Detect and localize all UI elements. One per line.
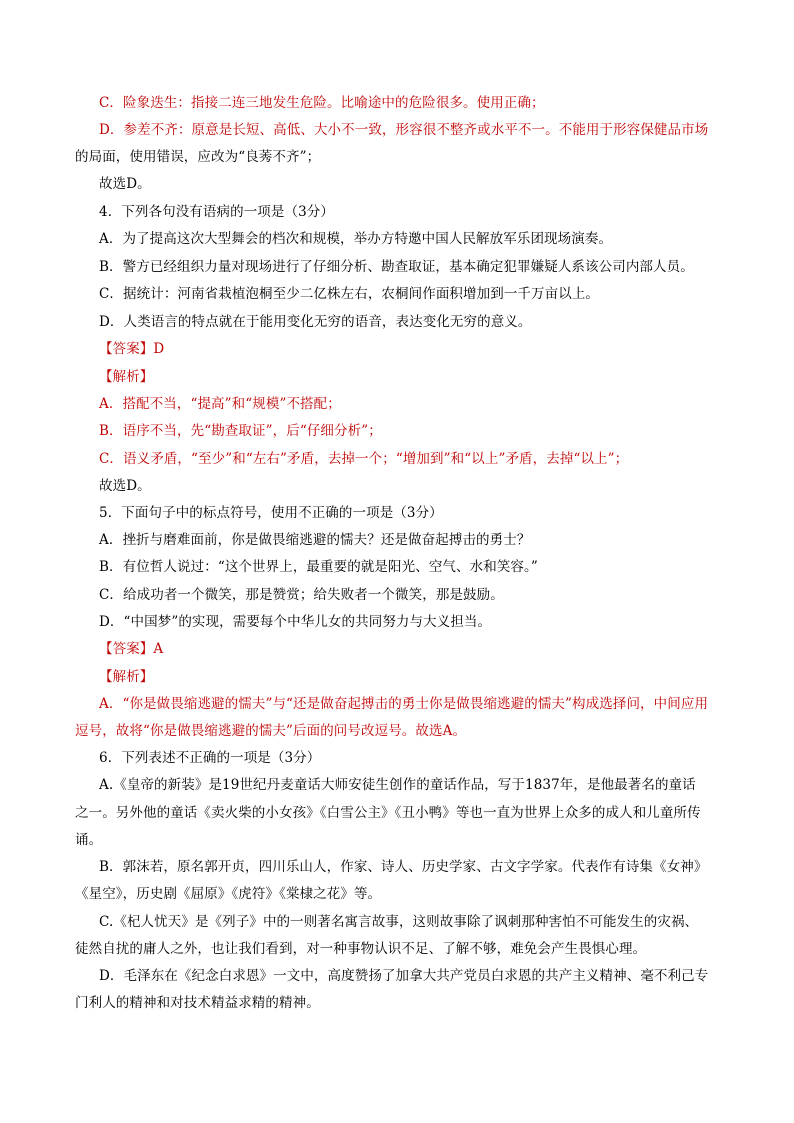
analysis-line: 逗号，故将“你是做畏缩逃避的懦夫”后面的问号改逗号。故选A。	[75, 723, 467, 739]
question-4: 4．下列各句没有语病的一项是（3分）	[99, 204, 334, 220]
answer-label: 【答案】A	[99, 641, 164, 657]
text-line: 徒然自扰的庸人之外，也让我们看到，对一种事物认识不足、了解不够，难免会产生畏惧心理。	[75, 941, 647, 957]
analysis-line: A．搭配不当，“提高”和“规模”不搭配；	[99, 396, 341, 412]
option-d: D．毛泽东在《纪念白求恩》一文中，高度赞扬了加拿大共产党员白求恩的共产主义精神、毫不利己专	[99, 968, 709, 984]
analysis-line: A．“你是做畏缩逃避的懦夫”与“还是做奋起搏击的勇士你是做畏缩逃避的懦夫”构成选择问，中间应用	[99, 696, 709, 712]
text-line: 诵。	[75, 832, 103, 848]
analysis-label: 【解析】	[99, 669, 154, 685]
analysis-line: B．语序不当，先“勘查取证”，后“仔细分析”；	[99, 423, 382, 439]
text-line: C．险象迭生：指接二连三地发生危险。比喻途中的危险很多。使用正确；	[99, 95, 545, 111]
text-line: 之一。另外他的童话《卖火柴的小女孩》《白雪公主》《丑小鸭》等也一直为世界上众多的成人和儿童所传	[75, 805, 701, 821]
text-line: 门利人的精神和对技术精益求精的精神。	[75, 995, 320, 1011]
option-d: D．人类语言的特点就在于能用变化无穷的语音，表达变化无穷的意义。	[99, 314, 532, 330]
text-line: D．参差不齐：原意是长短、高低、大小不一致，形容很不整齐或水平不一。不能用于形容保健品市场	[99, 122, 709, 138]
option-c: C.《杞人忧天》是《列子》中的一则著名寓言故事，这则故事除了讽刺那种害怕不可能发生的灾祸、	[99, 914, 699, 930]
option-b: B．警方已经组织力量对现场进行了仔细分析、勘查取证，基本确定犯罪嫌疑人系该公司内部人员。	[99, 259, 694, 275]
answer-label: 【答案】D	[99, 341, 165, 357]
option-d: D．“中国梦”的实现，需要每个中华儿女的共同努力与大义担当。	[99, 614, 492, 630]
option-b: B．郭沫若，原名郭开贞，四川乐山人，作家、诗人、历史学家、古文字学家。代表作有诗集《女神》	[99, 859, 708, 875]
analysis-label: 【解析】	[99, 369, 154, 385]
option-c: C．给成功者一个微笑，那是赞赏；给失败者一个微笑，那是鼓励。	[99, 587, 504, 603]
option-c: C．据统计：河南省栽植泡桐至少二亿株左右，农桐间作面积增加到一千万亩以上。	[99, 286, 600, 302]
text-line: 《星空》，历史剧《屈原》《虎符》《棠棣之花》等。	[75, 886, 382, 902]
text-line: 的局面，使用错误，应改为“良莠不齐”；	[75, 149, 321, 165]
option-a: A．挫折与磨难面前，你是做畏缩逃避的懦夫？还是做奋起搏击的勇士？	[99, 532, 531, 548]
option-b: B．有位哲人说过：“这个世界上，最重要的就是阳光、空气、水和笑容。”	[99, 559, 538, 575]
text-line: 故选D。	[99, 478, 151, 494]
analysis-line: C．语义矛盾，“至少”和“左右”矛盾，去掉一个；“增加到”和“以上”矛盾，去掉“以上”；	[99, 451, 629, 467]
question-6: 6．下列表述不正确的一项是（3分）	[99, 750, 321, 766]
question-5: 5．下面句子中的标点符号，使用不正确的一项是（3分）	[99, 505, 443, 521]
option-a: A．为了提高这次大型舞会的档次和规模，举办方特邀中国人民解放军乐团现场演奏。	[99, 231, 613, 247]
text-line: 故选D。	[99, 176, 151, 192]
option-a: A.《皇帝的新装》是19世纪丹麦童话大师安徒生创作的童话作品，写于1837年，是他最著名的童话	[99, 777, 696, 793]
